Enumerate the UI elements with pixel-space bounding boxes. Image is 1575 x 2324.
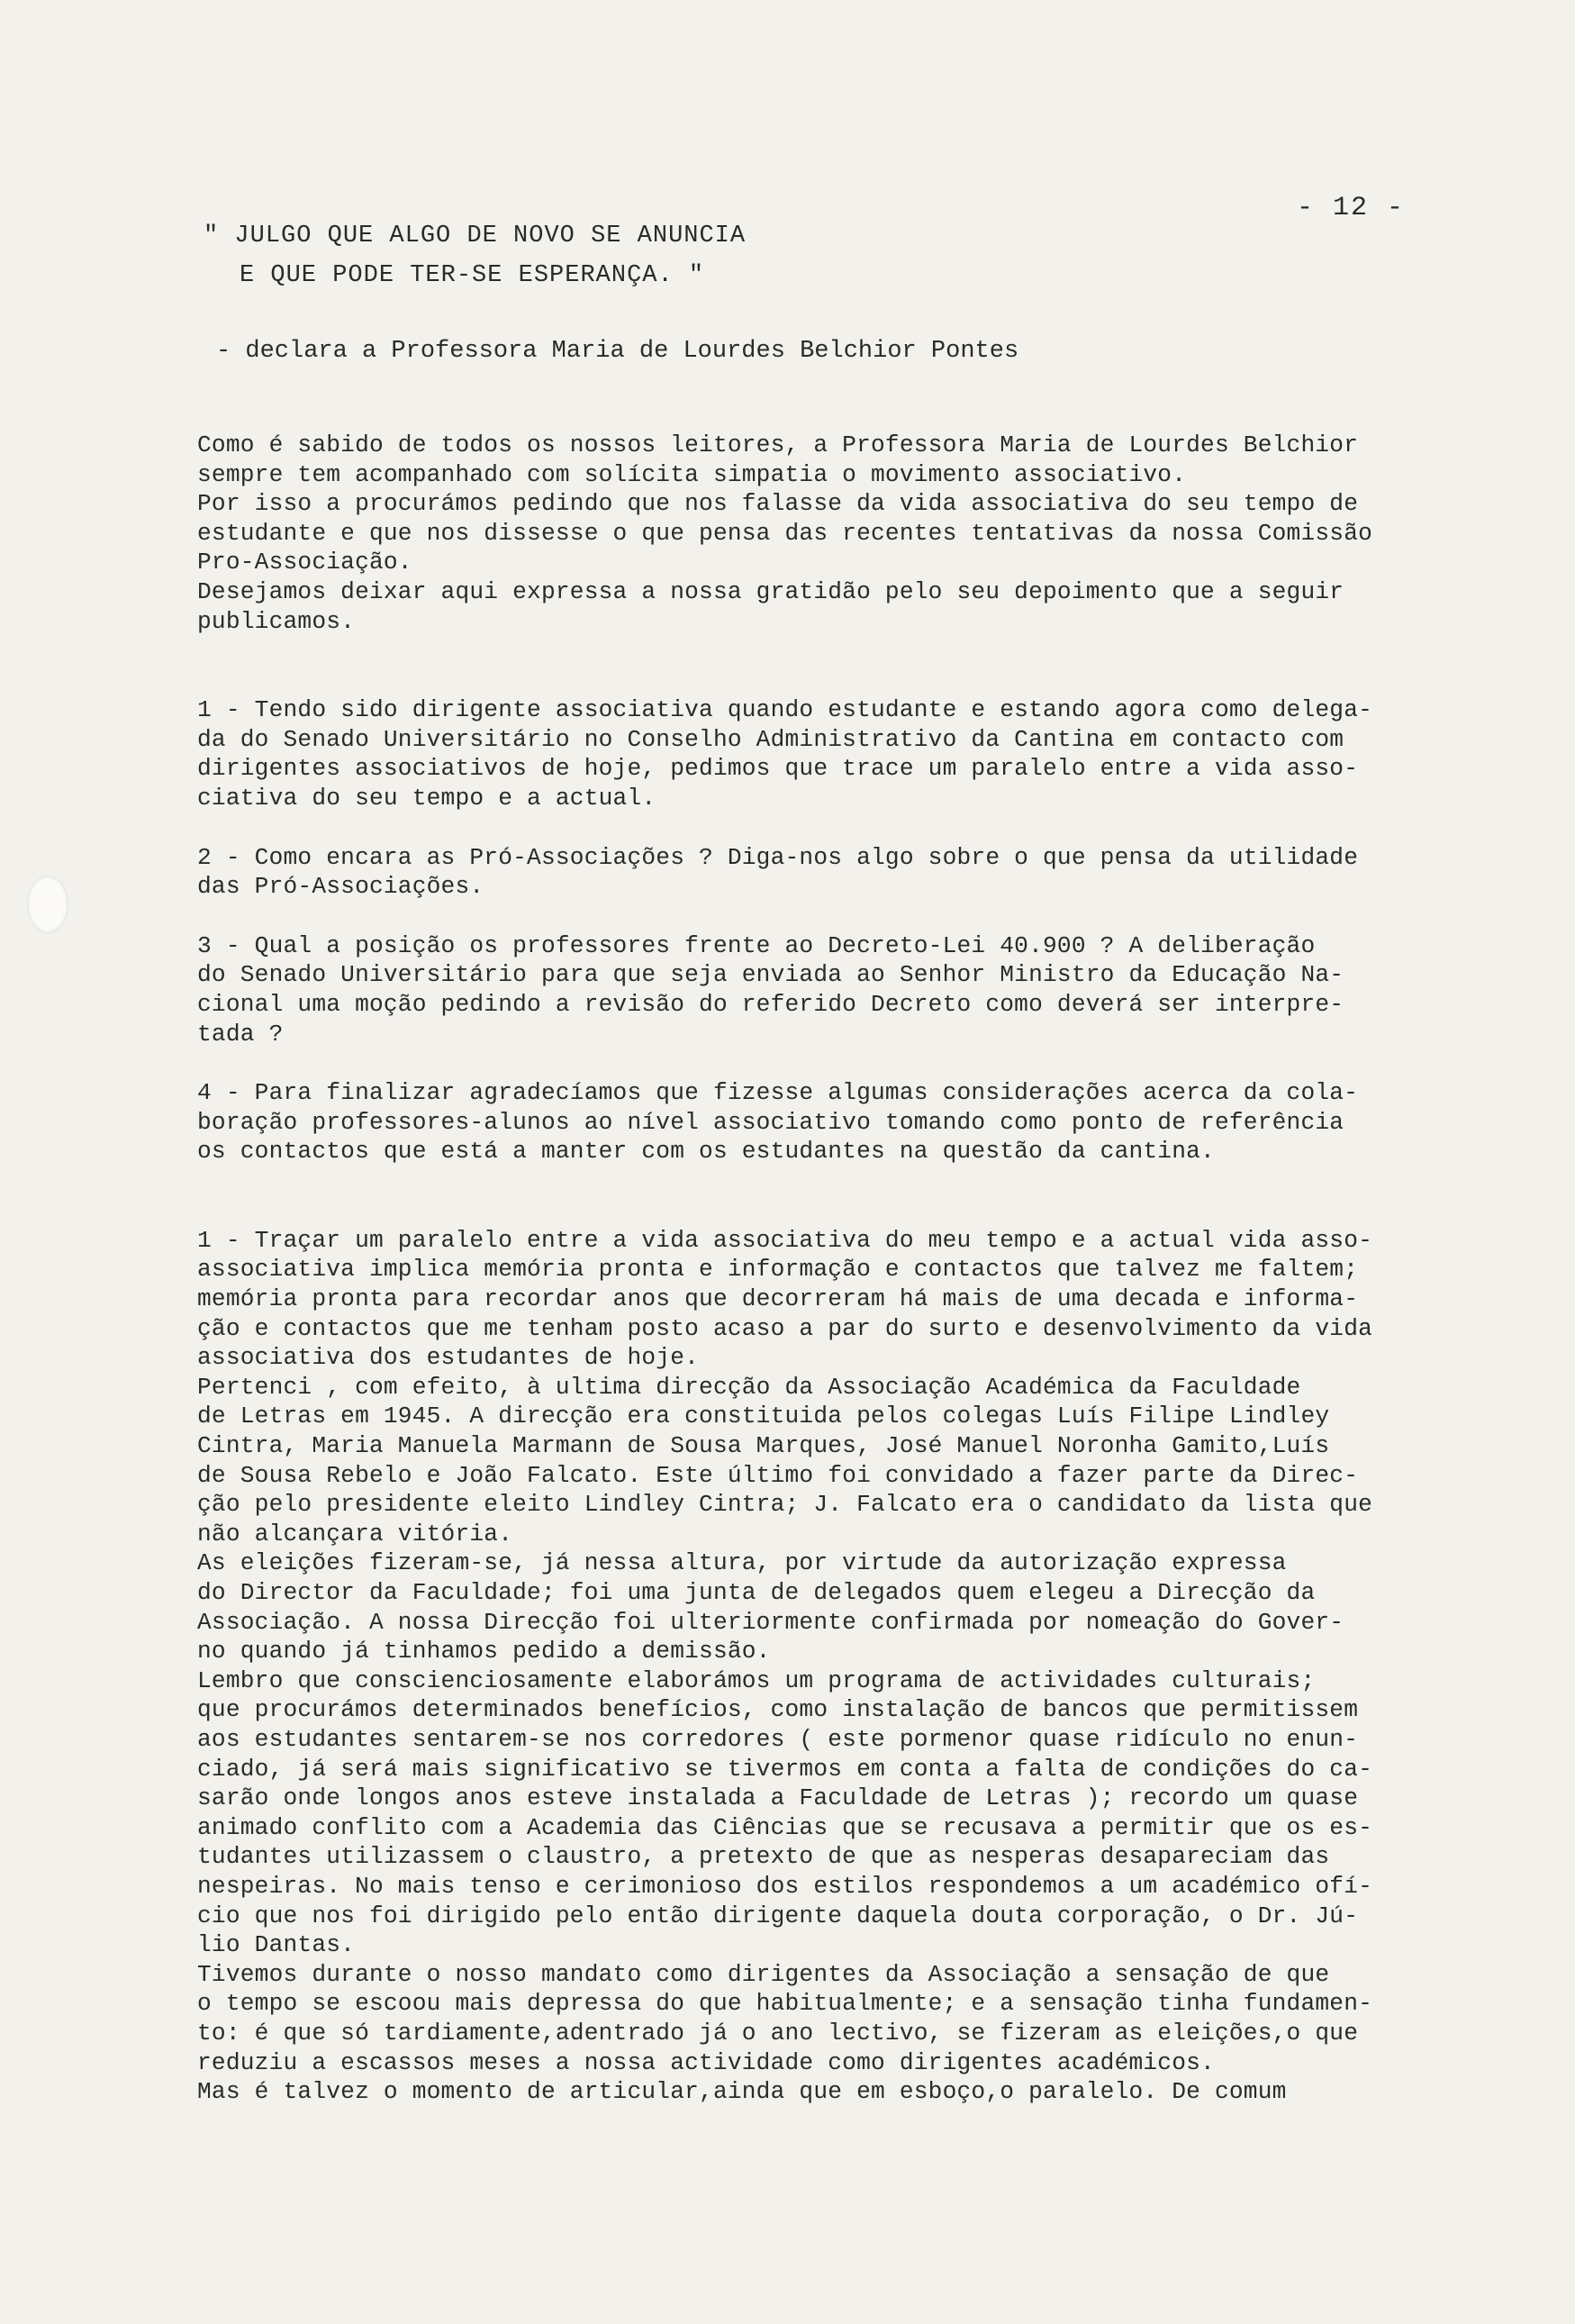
title-line-1: " JULGO QUE ALGO DE NOVO SE ANUNCIA <box>204 222 747 250</box>
answer-1-paragraph: Pertenci , com efeito, à ultima direcção da Associação Académica da Faculdade de Letras em 1945. A direcção era constituida pelos colegas Luís Filipe Lindley Cintra, Maria Manuela Marmann de Sousa Marques, José Manuel Noronha Gamito,Luís de Sousa Rebelo e João Falcato. Este último foi convidado a fazer parte da Direc- ção pelo presidente eleito Lindley Cintra; J. Falcato era o candidato da lista que não alcançara vitória. <box>197 1373 1373 1548</box>
page-number: - 12 - <box>1297 193 1406 223</box>
article-subtitle: - declara a Professora Maria de Lourdes Belchior Pontes <box>216 338 1019 365</box>
article-body <box>197 431 1435 2107</box>
answer-1-paragraph: As eleições fizeram-se, já nessa altura, por virtude da autorização expressa do Director da Faculdade; foi uma junta de delegados quem elegeu a Direcção da Associação. A nossa Direcção foi ulteriormente confirmada por nomeação do Gover- no quando já tinhamos pedido a demissão. <box>197 1549 1344 1666</box>
title-line-2: E QUE PODE TER-SE ESPERANÇA. " <box>240 262 705 289</box>
answer-1-paragraph: 1 - Traçar um paralelo entre a vida associativa do meu tempo e a actual vida asso- associativa implica memória pronta e informação e contactos que talvez me faltem; memória pronta para recordar anos que decorreram há mais de uma decada e informa- ção e contactos que me tenham posto acaso a par do surto e desenvolvimento da vida associativa dos estudantes de hoje. <box>197 1226 1373 1372</box>
article-title <box>204 216 746 295</box>
question-1: 1 - Tendo sido dirigente associativa quando estudante e estando agora como delega- da do Senado Universitário no Conselho Administrativo da Cantina em contacto com dirigentes associativos de hoje, pedimos que trace um paralelo entre a vida asso- ciativa do seu tempo e a actual. <box>197 696 1373 812</box>
answer-1-paragraph: Tivemos durante o nosso mandato como dirigentes da Associação a sensação de que o tempo se escoou mais depressa do que habitualmente; e a sensação tinha fundamen- to: é que só tardiamente,adentrado já o ano lectivo, se fizeram as eleições,o que reduziu a escassos meses a nossa actividade como dirigentes académicos. <box>197 1960 1373 2076</box>
question-3: 3 - Qual a posição os professores frente ao Decreto-Lei 40.900 ? A deliberação do Senado Universitário para que seja enviada ao Senhor Ministro da Educação Na- cional uma moção pedindo a revisão do referido Decreto como deverá ser interpre- tada ? <box>197 931 1344 1048</box>
answer-1-paragraph: Mas é talvez o momento de articular,ainda que em esboço,o paralelo. De comum <box>197 2078 1287 2106</box>
answer-1-paragraph: Lembro que conscienciosamente elaborámos um programa de actividades culturais; que procurámos determinados benefícios, como instalação de bancos que permitissem aos estudantes sentarem-se nos corredores ( este pormenor quase ridículo no enun- ciado, já será mais significativo se tivermos em conta a falta de condições do ca- sarão onde longos anos esteve instalada a Faculdade de Letras ); recordo um quase animado conflito com a Academia das Ciências que se recusava a permitir que os es- tudantes utilizassem o claustro, a pretexto de que as nesperas desapareciam das nespeiras. No mais tenso e cerimonioso dos estilos respondemos a um académico ofí- cio que nos foi dirigido pelo então dirigente daquela douta corporação, o Dr. Jú- lio Dantas. <box>197 1666 1373 1959</box>
question-2: 2 - Como encara as Pró-Associações ? Diga-nos algo sobre o que pensa da utilidade das Pró-Associações. <box>197 843 1359 901</box>
punch-hole <box>27 876 68 933</box>
question-4: 4 - Para finalizar agradecíamos que fizesse algumas considerações acerca da cola- boração professores-alunos ao nível associativo tomando como ponto de referência os contactos que está a manter com os estudantes na questão da cantina. <box>197 1079 1359 1166</box>
intro-paragraph: Como é sabido de todos os nossos leitores, a Professora Maria de Lourdes Belchior sempre tem acompanhado com solícita simpatia o movimento associativo. Por isso a procurámos pedindo que nos falasse da vida associativa do seu tempo de estudante e que nos dissesse o que pensa das recentes tentativas da nossa Comissão Pro-Associação. Desejamos deixar aqui expressa a nossa gratidão pelo seu depoimento que a seguir publicamos. <box>197 431 1373 635</box>
